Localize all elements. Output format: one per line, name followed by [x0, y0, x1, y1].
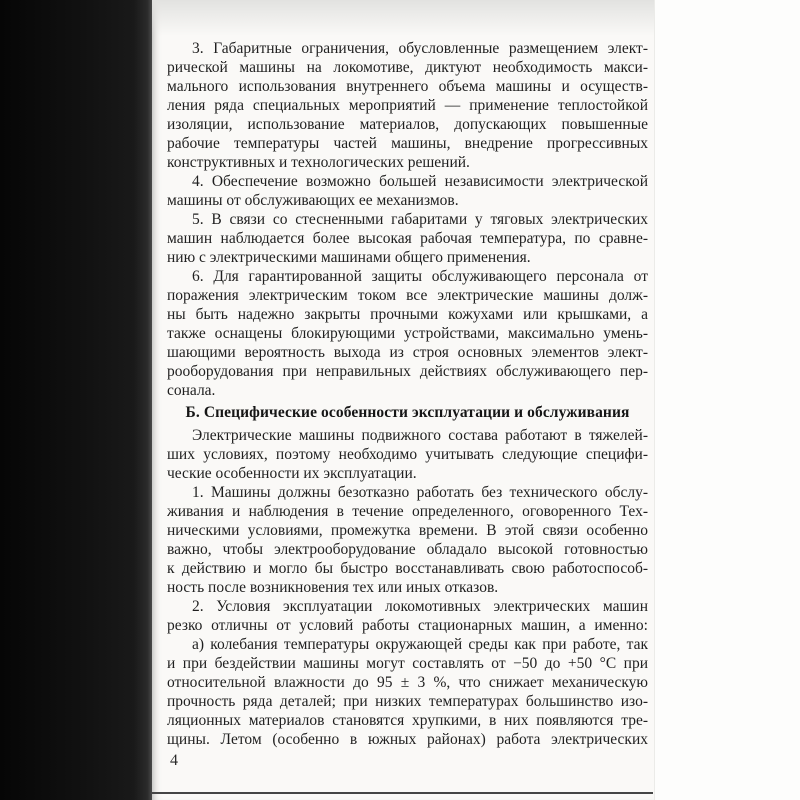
- text-line: ны быть надежно закрыты прочными кожухами или крышками, а: [167, 306, 648, 323]
- paragraph: [167, 172, 648, 210]
- text-line: мального использования внутреннего объема машины и осуществ-: [167, 78, 648, 95]
- text-line: важно, чтобы электрооборудование обладало высокой готовностью: [167, 541, 648, 558]
- text-line: ших условиях, поэтому необходимо учитывать следующие специфи-: [167, 446, 648, 463]
- text-line: живания и наблюдения в течение определенного, оговоренного Тех-: [167, 503, 648, 520]
- paragraph: [167, 483, 648, 597]
- text-line: 1. Машины должны безотказно работать без технического обслу-: [192, 484, 648, 501]
- text-line: поражения электрическим током все электрические машины долж-: [167, 287, 648, 304]
- paragraph: [167, 210, 648, 267]
- text-line: щины. Летом (особенно в южных районах) работа электрических: [167, 731, 648, 748]
- text-line: рической машины на локомотиве, диктуют необходимость макси-: [167, 59, 648, 76]
- page-top-shade: [152, 0, 654, 36]
- scan-black-margin-left: [0, 0, 152, 800]
- text-line: машин наблюдается более высокая рабочая температура, по сравне-: [167, 230, 648, 247]
- text-line: также оснащены блокирующими устройствами, максимально умень-: [167, 325, 648, 342]
- text-line: машины от обслуживающих ее механизмов.: [167, 192, 459, 209]
- text-line: ления ряда специальных мероприятий — применение теплостойкой: [167, 97, 648, 114]
- text-line: ническими условиями, промежутка времени. В этой связи особенно: [167, 522, 648, 539]
- text-line: а) колебания температуры окружающей среды как при работе, так: [192, 636, 648, 653]
- text-line: 6. Для гарантированной защиты обслуживающего персонала от: [192, 268, 648, 285]
- book-page: [152, 0, 655, 800]
- text-line: рабочие температуры частей машины, внедрение прогрессивных: [167, 135, 648, 152]
- page-text-block: [167, 39, 648, 749]
- section-heading: Б. Специфические особенности эксплуатации и обслуживания: [185, 404, 630, 421]
- paragraph: [167, 426, 648, 483]
- text-line: шающими вероятность выхода из строя основных элементов элект-: [167, 344, 648, 361]
- text-line: Электрические машины подвижного состава работают в тяжелей-: [192, 427, 648, 444]
- text-line: 5. В связи со стесненными габаритами у тяговых электрических: [192, 211, 648, 228]
- paragraph: [167, 39, 648, 172]
- paragraph: [167, 267, 648, 400]
- text-line: ность после возникновения тех или иных отказов.: [167, 579, 499, 596]
- text-line: ляционных материалов становятся хрупкими, в них появляются тре-: [167, 712, 648, 729]
- text-line: прочность ряда деталей; при низких температурах большинство изо-: [167, 693, 648, 710]
- text-line: относительной влажности до 95 ± 3 %, что снижает механическую: [167, 674, 648, 691]
- text-line: рооборудования при неправильных действиях обслуживающего пер-: [167, 363, 648, 380]
- text-line: резко отличны от условий работы стационарных машин, а именно:: [167, 617, 648, 634]
- text-line: к действию и могло бы быстро восстанавливать свою работоспособ-: [167, 560, 648, 577]
- page-bottom-rule: [152, 792, 653, 794]
- text-line: 3. Габаритные ограничения, обусловленные размещением элект-: [192, 40, 648, 57]
- paragraph: [167, 635, 648, 749]
- text-line: нию с электрическими машинами общего применения.: [167, 249, 531, 266]
- page-number: 4: [170, 752, 178, 769]
- text-line: сонала.: [167, 382, 216, 399]
- text-line: изоляции, использование материалов, допускающих повышенные: [167, 116, 648, 133]
- text-line: и при бездействии машины могут составлять от −50 до +50 °С при: [167, 655, 648, 672]
- text-line: ческие особенности их эксплуатации.: [167, 465, 417, 482]
- text-line: 4. Обеспечение возможно большей независимости электрической: [192, 173, 648, 190]
- text-line: конструктивных и технологических решений.: [167, 154, 470, 171]
- paragraph: [167, 597, 648, 635]
- text-line: 2. Условия эксплуатации локомотивных электрических машин: [192, 598, 648, 615]
